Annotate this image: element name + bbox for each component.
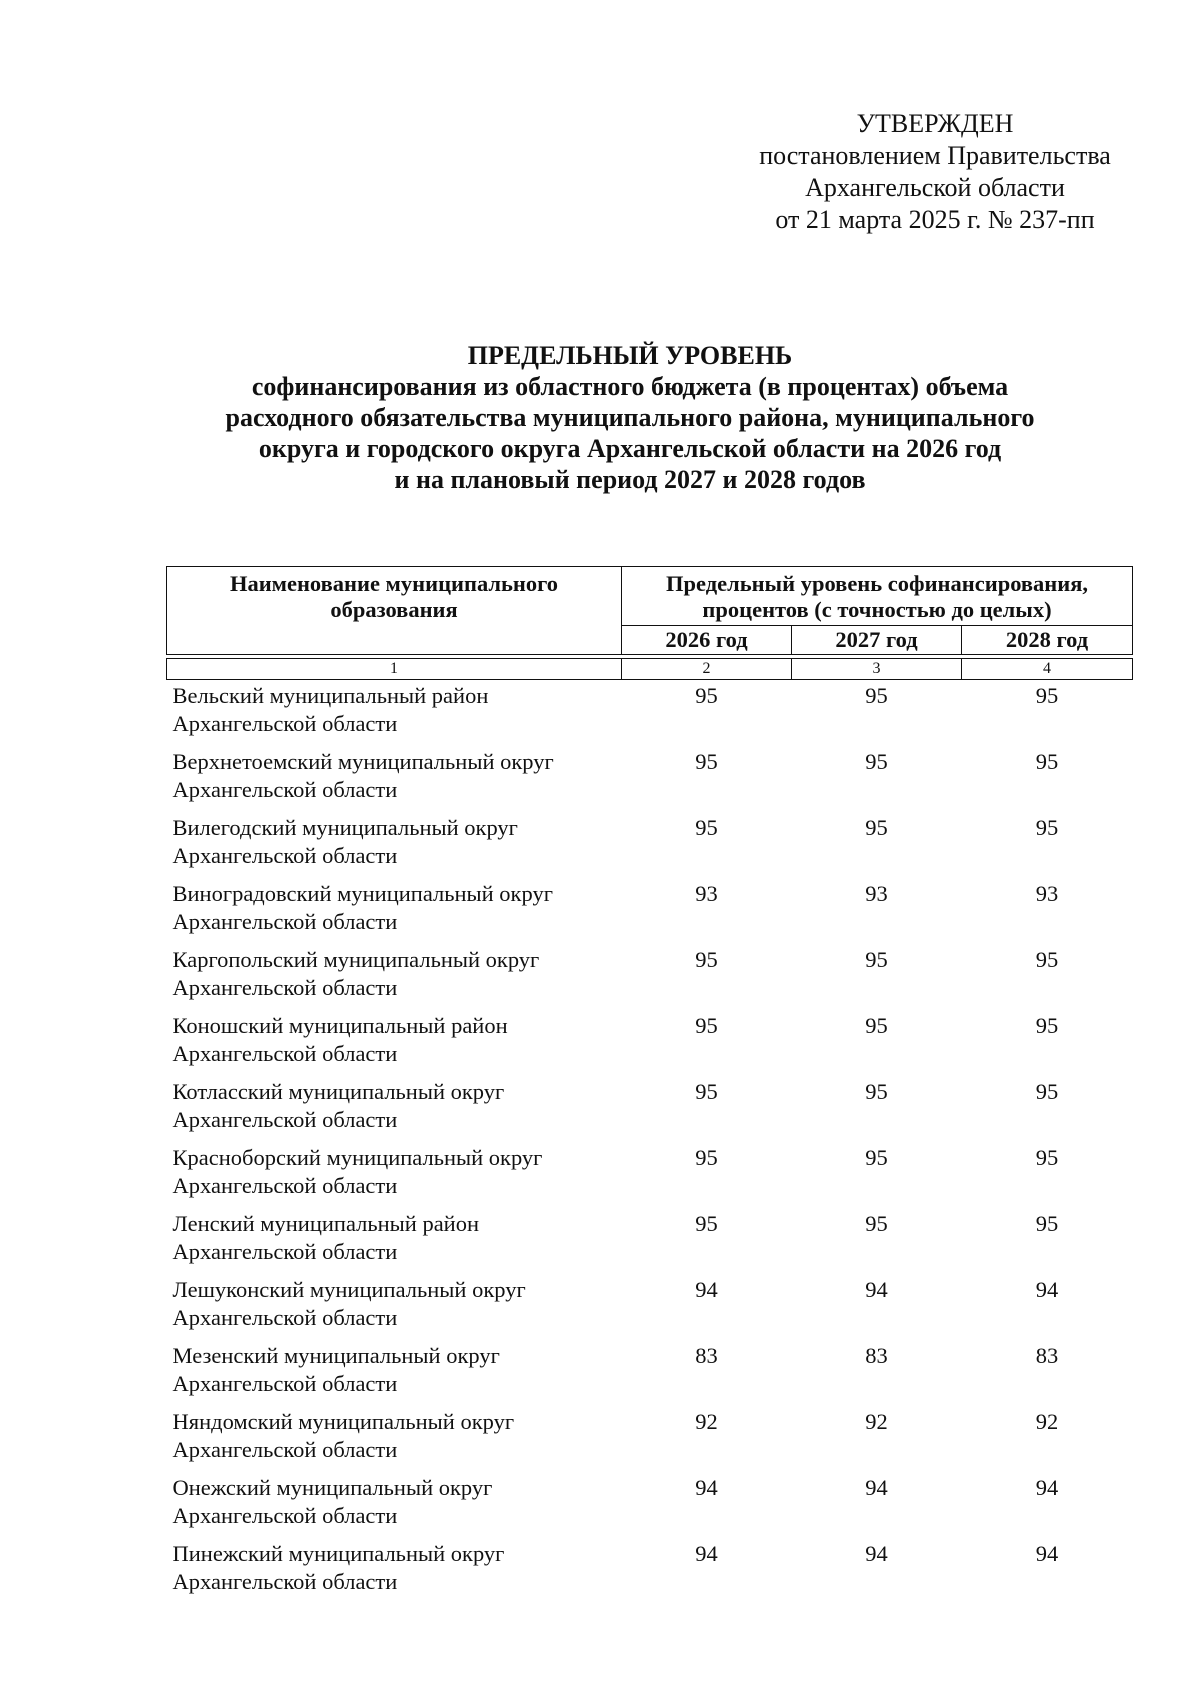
header-year-2028: 2028 год <box>962 626 1133 655</box>
cofinancing-table <box>166 566 1133 1604</box>
approval-line: Архангельской области <box>805 173 1065 202</box>
value-2026: 94 <box>695 1277 718 1302</box>
value-2028: 95 <box>1035 1013 1059 1038</box>
title-line: ПРЕДЕЛЬНЫЙ УРОВЕНЬ <box>467 341 793 370</box>
value-2028: 95 <box>1035 683 1059 708</box>
value-2026: 94 <box>695 1541 718 1566</box>
column-number: 1 <box>167 659 622 680</box>
value-2027: 95 <box>865 1013 888 1038</box>
table-row <box>167 680 1133 747</box>
approval-line: УТВЕРЖДЕН <box>856 109 1014 138</box>
table-row <box>167 1406 1133 1472</box>
value-2026: 95 <box>695 815 718 840</box>
value-2028: 83 <box>1035 1343 1059 1368</box>
municipality-name: Вилегодский муниципальный округ Архангельской области <box>172 815 518 868</box>
header-year-2026: 2026 год <box>622 626 792 655</box>
table-row <box>167 1340 1133 1406</box>
value-2028: 93 <box>1035 881 1059 906</box>
approval-line: от 21 марта 2025 г. № 237-пп <box>775 205 1095 234</box>
column-numbers-row <box>167 659 1133 680</box>
municipality-name: Онежский муниципальный округ Архангельской области <box>172 1475 493 1528</box>
value-2027: 95 <box>865 683 888 708</box>
municipality-name: Пинежский муниципальный округ Архангельской области <box>172 1541 505 1594</box>
municipality-name: Виноградовский муниципальный округ Архангельской области <box>172 881 553 934</box>
value-2026: 94 <box>695 1475 718 1500</box>
document-title <box>130 340 1130 495</box>
value-2027: 95 <box>865 1211 888 1236</box>
value-2026: 95 <box>695 947 718 972</box>
municipality-name: Верхнетоемский муниципальный округ Архангельской области <box>172 749 554 802</box>
value-2028: 95 <box>1035 749 1059 774</box>
value-2028: 94 <box>1035 1541 1059 1566</box>
value-2027: 95 <box>865 1145 888 1170</box>
title-line: и на плановый период 2027 и 2028 годов <box>394 465 866 494</box>
municipality-name: Вельский муниципальный район Архангельской области <box>172 683 489 736</box>
municipality-name: Красноборский муниципальный округ Архангельской области <box>172 1145 543 1198</box>
value-2026: 93 <box>695 881 718 906</box>
table-row <box>167 746 1133 812</box>
value-2027: 93 <box>865 881 888 906</box>
value-2028: 95 <box>1035 947 1059 972</box>
value-2027: 92 <box>865 1409 888 1434</box>
table-row <box>167 1472 1133 1538</box>
value-2027: 95 <box>865 749 888 774</box>
value-2027: 94 <box>865 1277 888 1302</box>
municipality-name: Ленский муниципальный район Архангельской области <box>172 1211 480 1264</box>
value-2028: 95 <box>1035 815 1059 840</box>
approval-line: постановлением Правительства <box>759 141 1111 170</box>
table-row <box>167 812 1133 878</box>
header-year-2027: 2027 год <box>792 626 962 655</box>
value-2026: 95 <box>695 1013 718 1038</box>
value-2026: 95 <box>695 749 718 774</box>
header-municipality: Наименование муниципального образования <box>167 567 622 655</box>
column-number: 2 <box>622 659 792 680</box>
table-row <box>167 1274 1133 1340</box>
value-2026: 95 <box>695 1211 718 1236</box>
column-number: 3 <box>792 659 962 680</box>
table-row <box>167 1076 1133 1142</box>
value-2028: 94 <box>1035 1475 1059 1500</box>
table-row <box>167 878 1133 944</box>
title-line: расходного обязательства муниципального района, муниципального <box>225 403 1035 432</box>
value-2026: 92 <box>695 1409 718 1434</box>
municipality-name: Лешуконский муниципальный округ Архангельской области <box>172 1277 526 1330</box>
value-2026: 95 <box>695 683 718 708</box>
value-2028: 95 <box>1035 1079 1059 1104</box>
table-row <box>167 1142 1133 1208</box>
value-2028: 92 <box>1035 1409 1059 1434</box>
column-number: 4 <box>962 659 1133 680</box>
table-row <box>167 944 1133 1010</box>
value-2027: 94 <box>865 1475 888 1500</box>
approval-block <box>700 108 1170 236</box>
municipality-name: Котласский муниципальный округ Архангельской области <box>172 1079 505 1132</box>
title-line: округа и городского округа Архангельской области на 2026 год <box>258 434 1002 463</box>
municipality-name: Коношский муниципальный район Архангельской области <box>172 1013 508 1066</box>
table-row <box>167 1208 1133 1274</box>
table-row <box>167 1538 1133 1604</box>
value-2027: 95 <box>865 947 888 972</box>
municipality-name: Мезенский муниципальный округ Архангельской области <box>172 1343 500 1396</box>
value-2028: 95 <box>1035 1211 1059 1236</box>
value-2027: 94 <box>865 1541 888 1566</box>
municipality-name: Няндомский муниципальный округ Архангельской области <box>172 1409 515 1462</box>
value-2028: 94 <box>1035 1277 1059 1302</box>
value-2027: 95 <box>865 815 888 840</box>
value-2027: 83 <box>865 1343 888 1368</box>
value-2026: 83 <box>695 1343 718 1368</box>
title-line: софинансирования из областного бюджета (в процентах) объема <box>251 372 1009 401</box>
header-cofinancing-level: Предельный уровень софинансирования, процентов (с точностью до целых) <box>622 567 1133 626</box>
value-2026: 95 <box>695 1145 718 1170</box>
municipality-name: Каргопольский муниципальный округ Архангельской области <box>172 947 540 1000</box>
table-row <box>167 1010 1133 1076</box>
value-2027: 95 <box>865 1079 888 1104</box>
value-2026: 95 <box>695 1079 718 1104</box>
value-2028: 95 <box>1035 1145 1059 1170</box>
